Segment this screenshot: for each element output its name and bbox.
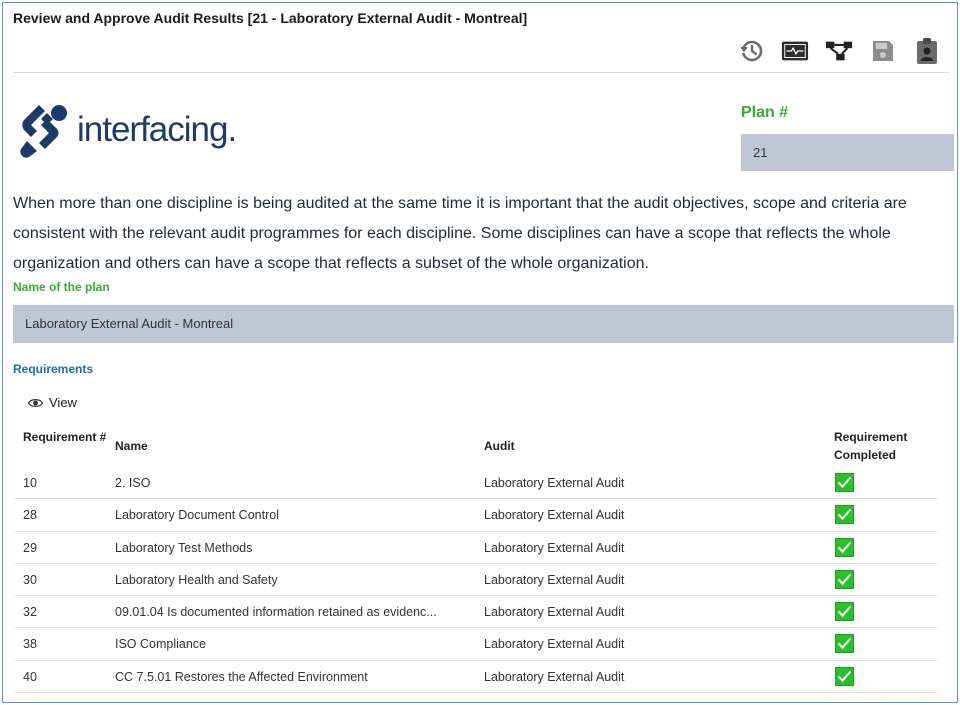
requirement-name: 09.01.04 Is documented information retained as evidenc... — [115, 605, 437, 620]
checkmark-icon — [835, 570, 854, 589]
description-text: When more than one discipline is being audited at the same time it is important that the audit objectives, scope and criteria are consistent with the relevant audit programmes for each discipline. Some disciplines can have a scope that reflects the whole organization and others can have a scope that reflects a subset of the whole organization. — [13, 195, 907, 272]
history-button[interactable] — [737, 37, 765, 65]
column-header-requirement[interactable]: Requirement # — [23, 430, 107, 444]
checkmark-icon — [835, 505, 854, 524]
logo-text: interfacing. — [77, 109, 237, 149]
clipboard-user-icon — [916, 37, 938, 65]
requirement-name: ISO Compliance — [115, 637, 207, 652]
plan-name-field[interactable]: Laboratory External Audit - Montreal — [13, 305, 954, 343]
workflow-button[interactable] — [825, 37, 853, 65]
plan-number-field[interactable]: 21 — [741, 134, 954, 171]
table-row[interactable] — [15, 564, 937, 596]
column-header-audit[interactable]: Audit — [484, 439, 515, 453]
column-header-name[interactable]: Name — [115, 439, 148, 453]
table-row[interactable] — [15, 661, 937, 693]
requirement-number: 32 — [23, 605, 37, 620]
requirement-name: Laboratory Document Control — [115, 508, 279, 523]
view-label: View — [49, 395, 77, 410]
interfacing-logo — [17, 99, 236, 159]
requirement-number: 38 — [23, 637, 37, 652]
monitor-button[interactable] — [781, 37, 809, 65]
checkmark-icon — [835, 602, 854, 621]
audit-review-window — [2, 2, 958, 703]
table-row[interactable] — [15, 467, 937, 499]
toolbar — [737, 36, 941, 66]
requirement-audit: Laboratory External Audit — [484, 476, 625, 490]
requirement-name: 2. ISO — [115, 476, 151, 490]
requirement-audit: Laboratory External Audit — [484, 605, 625, 620]
requirement-number: 28 — [23, 508, 37, 523]
table-body — [15, 467, 937, 693]
requirement-number: 10 — [23, 476, 37, 490]
history-icon — [738, 38, 764, 64]
workflow-icon — [825, 39, 853, 63]
checkmark-icon — [835, 473, 854, 492]
requirement-audit: Laboratory External Audit — [484, 540, 625, 555]
requirement-name: Laboratory Test Methods — [115, 540, 253, 555]
checkmark-icon — [835, 634, 854, 653]
plan-name-label: Name of the plan — [13, 280, 110, 294]
checkmark-icon — [835, 667, 854, 686]
requirement-number: 40 — [23, 669, 37, 684]
requirement-audit: Laboratory External Audit — [484, 508, 625, 523]
requirement-number: 29 — [23, 540, 37, 555]
column-header-completed[interactable]: Requirement Completed — [834, 430, 908, 462]
requirement-number: 30 — [23, 572, 37, 587]
plan-number-label: Plan # — [741, 104, 789, 121]
requirement-audit: Laboratory External Audit — [484, 669, 625, 684]
table-row[interactable] — [15, 532, 937, 564]
requirement-name: Laboratory Health and Safety — [115, 572, 278, 587]
save-button[interactable] — [869, 37, 897, 65]
checkmark-icon — [835, 538, 854, 557]
requirement-audit: Laboratory External Audit — [484, 572, 625, 587]
header-divider — [13, 72, 949, 73]
clipboard-user-button[interactable] — [913, 37, 941, 65]
window-title: Review and Approve Audit Results [21 - Laboratory External Audit - Montreal] — [13, 10, 528, 26]
table-header — [15, 423, 937, 467]
view-button[interactable] — [28, 395, 77, 410]
eye-icon — [28, 398, 43, 408]
monitor-icon — [781, 39, 809, 63]
save-icon — [871, 39, 895, 63]
requirements-table — [15, 423, 937, 693]
requirement-audit: Laboratory External Audit — [484, 637, 625, 652]
logo-mark-icon — [17, 99, 75, 159]
requirement-name: CC 7.5.01 Restores the Affected Environment — [115, 669, 368, 684]
table-row[interactable] — [15, 499, 937, 531]
table-row[interactable] — [15, 596, 937, 628]
table-row[interactable] — [15, 628, 937, 660]
requirements-label: Requirements — [13, 362, 94, 376]
